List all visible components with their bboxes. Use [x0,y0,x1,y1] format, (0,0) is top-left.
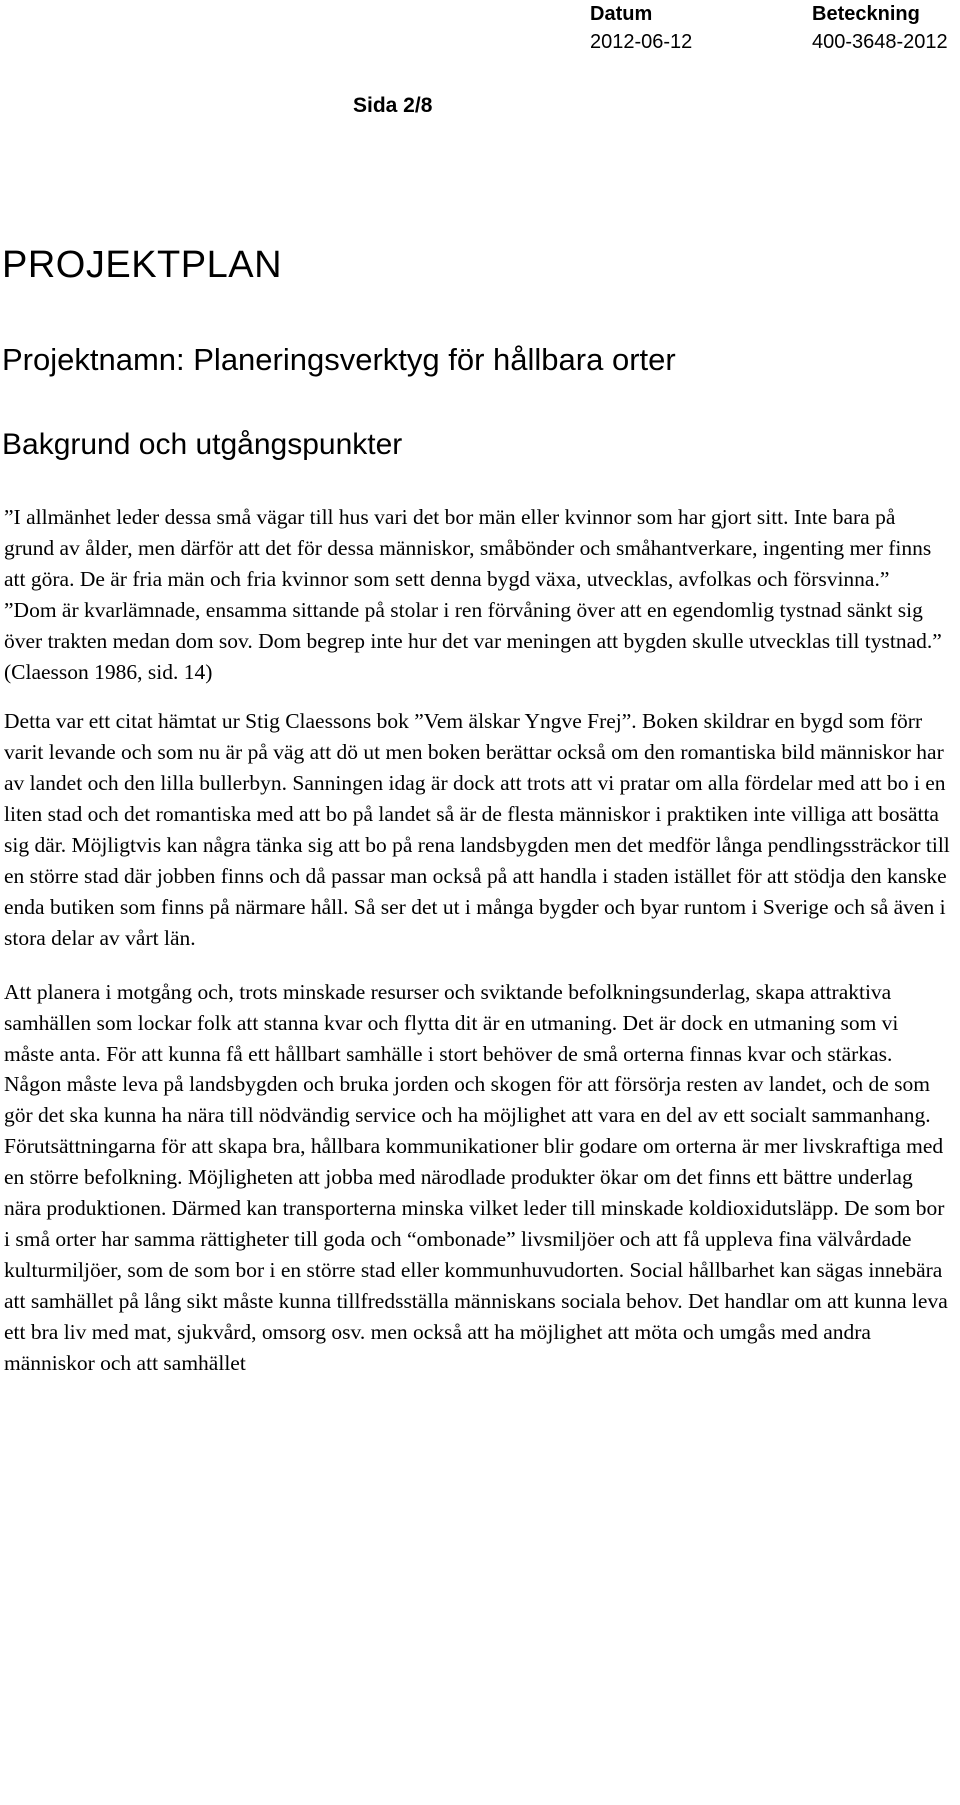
body-paragraph-1: Detta var ett citat hämtat ur Stig Claessons bok ”Vem älskar Yngve Frej”. Boken skildrar en bygd som förr varit levande och som nu är på väg att dö ut men boken berättar också om den romantiska bild människor har av landet och den lilla bullerbyn. Sanningen idag är dock att trots att vi pratar om alla fördelar med att bo i en liten stad och det romantiska med att bo på landet så är de flesta människor i praktiken inte villiga att bosätta sig där. Möjligtvis kan några tänka sig att bo på rena landsbygden men det medför långa pendlingssträckor till en större stad där jobben finns och då passar man också på att handla i staden istället för att stödja den kanske enda butiken som finns på närmare håll. Så ser det ut i många bygder och byar runtom i Sverige och så även i stora delar av vårt län. [4,709,950,950]
quote-paragraph-2: ”Dom är kvarlämnade, ensamma sittande på stolar i ren förvåning över att en egendomlig tystnad sänkt sig över trakten medan dom sov. Dom begrep inte hur det var meningen att bygden skulle utvecklas till tystnad.” (Claesson 1986, sid. 14) [4,597,942,684]
body-text [4,502,950,1378]
section-heading: Bakgrund och utgångspunkter [2,428,403,461]
page-number: Sida 2/8 [353,94,433,117]
header-reference [812,2,948,54]
date-label: Datum [590,3,653,25]
project-name: Projektnamn: Planeringsverktyg för hållbara orter [2,342,676,377]
reference-value: 400-3648-2012 [812,31,948,53]
date-value: 2012-06-12 [590,31,693,53]
body-paragraph-2: Att planera i motgång och, trots minskade resurser och sviktande befolkningsunderlag, skapa attraktiva samhällen som lockar folk att stanna kvar och flytta dit är en utmaning. Det är dock en utmaning som vi måste anta. För att kunna få ett hållbart samhälle i stort behöver de små orterna finnas kvar och stärkas. Någon måste leva på landsbygden och bruka jorden och skogen för att försörja resten av landet, och de som gör det ska kunna ha nära till nödvändig service och ha möjlighet att vara en del av ett socialt sammanhang. Förutsättningarna för att skapa bra, hållbara kommunikationer blir godare om orterna är mer livskraftiga med en större befolkning. Möjligheten att jobba med närodlade produkter ökar om det finns ett bättre underlag nära produktionen. Därmed kan transporterna minska vilket leder till minskade koldioxidutsläpp. De som bor i små orter har samma rättigheter till goda och “ombonade” livsmiljöer och att få uppleva fina välvårdade kulturmiljöer, som de som bor i en större stad eller kommunhuvudorten. Social hållbarhet kan sägas innebära att samhället på lång sikt måste kunna tillfredsställa människans sociala behov. Det handlar om att kunna leva ett bra liv med mat, sjukvård, omsorg osv. men också att ha möjlighet att möta och umgås med andra människor och att samhället [4,979,948,1375]
reference-label: Beteckning [812,3,920,25]
quote-paragraph-1: ”I allmänhet leder dessa små vägar till hus vari det bor män eller kvinnor som har gjort sitt. Inte bara på grund av ålder, men därför att det för dessa människor, småbönder och småhantverkare, ingenting mer finns att göra. De är fria män och fria kvinnor som sett denna bygd växa, utvecklas, avfolkas och försvinna.” [4,505,932,591]
document-title: PROJEKTPLAN [2,244,283,286]
header-date [590,2,692,54]
